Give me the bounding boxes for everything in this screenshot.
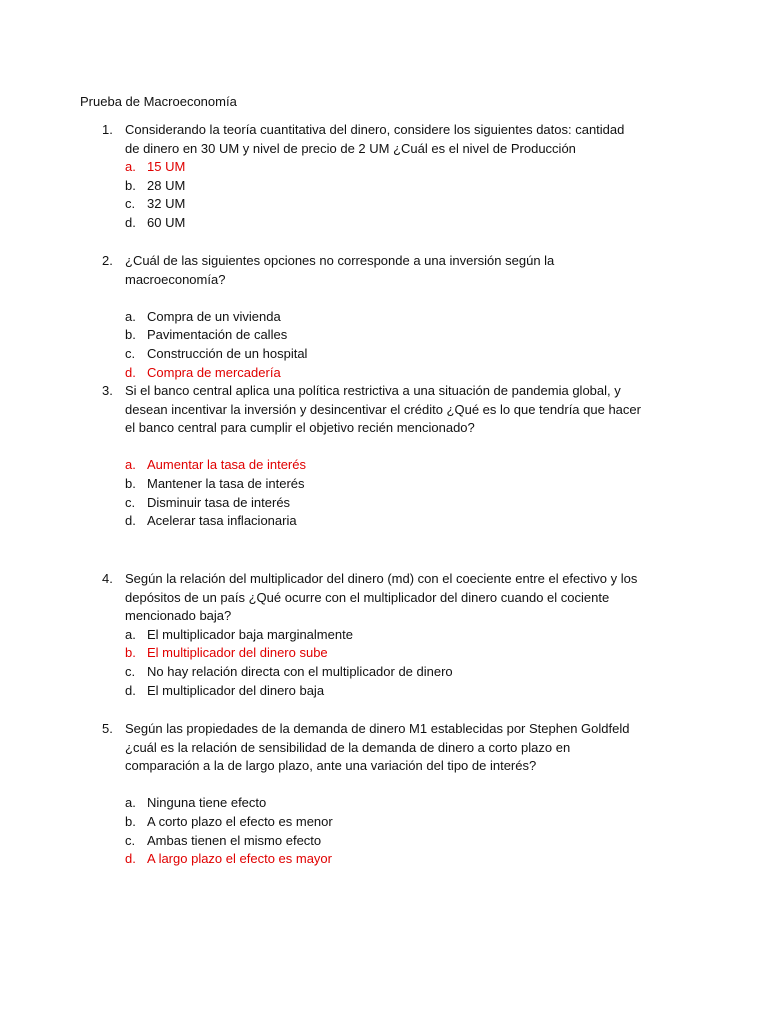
option-list [102, 158, 642, 232]
option-text: Aumentar la tasa de interés [147, 457, 306, 473]
question-1-stem [102, 121, 642, 158]
question-5-stem [102, 720, 642, 776]
option-text: Ambas tienen el mismo efecto [147, 832, 322, 848]
question-5 [102, 720, 642, 869]
option [102, 794, 642, 813]
question-number: 1. [102, 122, 113, 137]
option-letter: d. [125, 214, 136, 230]
option-letter: c. [125, 832, 136, 848]
document-title: Prueba de Macroeconomía [80, 94, 237, 109]
option-letter: d. [125, 513, 136, 529]
option-text: Pavimentación de calles [147, 327, 288, 343]
option-list [102, 626, 642, 700]
option-text: Compra de mercadería [147, 364, 281, 380]
option-text: 15 UM [147, 159, 186, 175]
option-letter: b. [125, 475, 136, 491]
option-text: Acelerar tasa inflacionaria [147, 513, 297, 529]
option [102, 345, 642, 364]
option-text: El multiplicador del dinero sube [147, 645, 328, 661]
option-letter: c. [125, 494, 136, 510]
option [102, 308, 642, 327]
option-text: 28 UM [147, 177, 186, 193]
option-letter: b. [125, 327, 136, 343]
option-text: El multiplicador baja marginalmente [147, 626, 353, 642]
question-4-stem [102, 570, 642, 626]
option-letter: a. [125, 159, 136, 175]
question-text: ¿Cuál de las siguientes opciones no corresponde a una inversión según la macroeconomía? [125, 253, 555, 287]
question-text: Según las propiedades de la demanda de dinero M1 establecidas por Stephen Goldfeld ¿cuál es la relación de sensibilidad de la demanda de dinero a corto plazo en comparación a la de largo plazo, ante una variación del tipo de interés? [125, 721, 630, 774]
option-letter: a. [125, 626, 136, 642]
question-3-stem [102, 382, 642, 438]
question-4 [102, 570, 642, 700]
option [102, 195, 642, 214]
option [102, 626, 642, 645]
option [102, 494, 642, 513]
option [102, 177, 642, 196]
option [102, 214, 642, 233]
question-3 [102, 382, 642, 531]
option [102, 682, 642, 701]
option-text: Ninguna tiene efecto [147, 795, 267, 811]
option-letter: a. [125, 457, 136, 473]
question-number: 2. [102, 253, 113, 268]
option [102, 832, 642, 851]
option-list [102, 456, 642, 530]
question-2 [102, 252, 642, 382]
option-correct [102, 364, 642, 383]
option-list [102, 308, 642, 382]
option [102, 813, 642, 832]
question-1 [102, 121, 642, 233]
option-letter: b. [125, 177, 136, 193]
question-number: 5. [102, 721, 113, 736]
option-letter: b. [125, 813, 136, 829]
option-text: El multiplicador del dinero baja [147, 682, 325, 698]
option-text: No hay relación directa con el multiplicador de dinero [147, 663, 453, 679]
option-correct [102, 158, 642, 177]
option-text: Construcción de un hospital [147, 345, 308, 361]
option-letter: a. [125, 308, 136, 324]
option-text: A largo plazo el efecto es mayor [147, 851, 332, 867]
question-number: 4. [102, 571, 113, 586]
question-number: 3. [102, 383, 113, 398]
option-letter: c. [125, 345, 136, 361]
option-text: A corto plazo el efecto es menor [147, 813, 333, 829]
question-text: Considerando la teoría cuantitativa del dinero, considere los siguientes datos: cantidad de dinero en 30 UM y nivel de precio de 2 UM ¿Cuál es el nivel de Producción [125, 122, 625, 156]
question-text: Si el banco central aplica una política restrictiva a una situación de pandemia global, y desean incentivar la inversión y desincentivar el crédito ¿Qué es lo que tendría que hacer el banco central para cumplir el objetivo recién mencionado? [125, 383, 641, 436]
option-letter: c. [125, 663, 136, 679]
option-correct [102, 456, 642, 475]
option-letter: d. [125, 364, 136, 380]
option-letter: a. [125, 795, 136, 811]
option-text: Disminuir tasa de interés [147, 494, 291, 510]
question-2-stem [102, 252, 642, 289]
option-correct [102, 850, 642, 869]
option-text: 60 UM [147, 214, 186, 230]
option [102, 475, 642, 494]
option-text: Compra de un vivienda [147, 308, 281, 324]
option [102, 663, 642, 682]
option-letter: d. [125, 851, 136, 867]
option-letter: c. [125, 196, 136, 212]
option-correct [102, 644, 642, 663]
option-text: 32 UM [147, 196, 186, 212]
option [102, 326, 642, 345]
option [102, 512, 642, 531]
question-text: Según la relación del multiplicador del dinero (md) con el coeciente entre el efectivo y los depósitos de un país ¿Qué ocurre con el multiplicador del dinero cuando el cociente mencionado baja? [125, 571, 638, 624]
option-letter: d. [125, 682, 136, 698]
option-letter: b. [125, 645, 136, 661]
option-list [102, 794, 642, 868]
option-text: Mantener la tasa de interés [147, 475, 305, 491]
